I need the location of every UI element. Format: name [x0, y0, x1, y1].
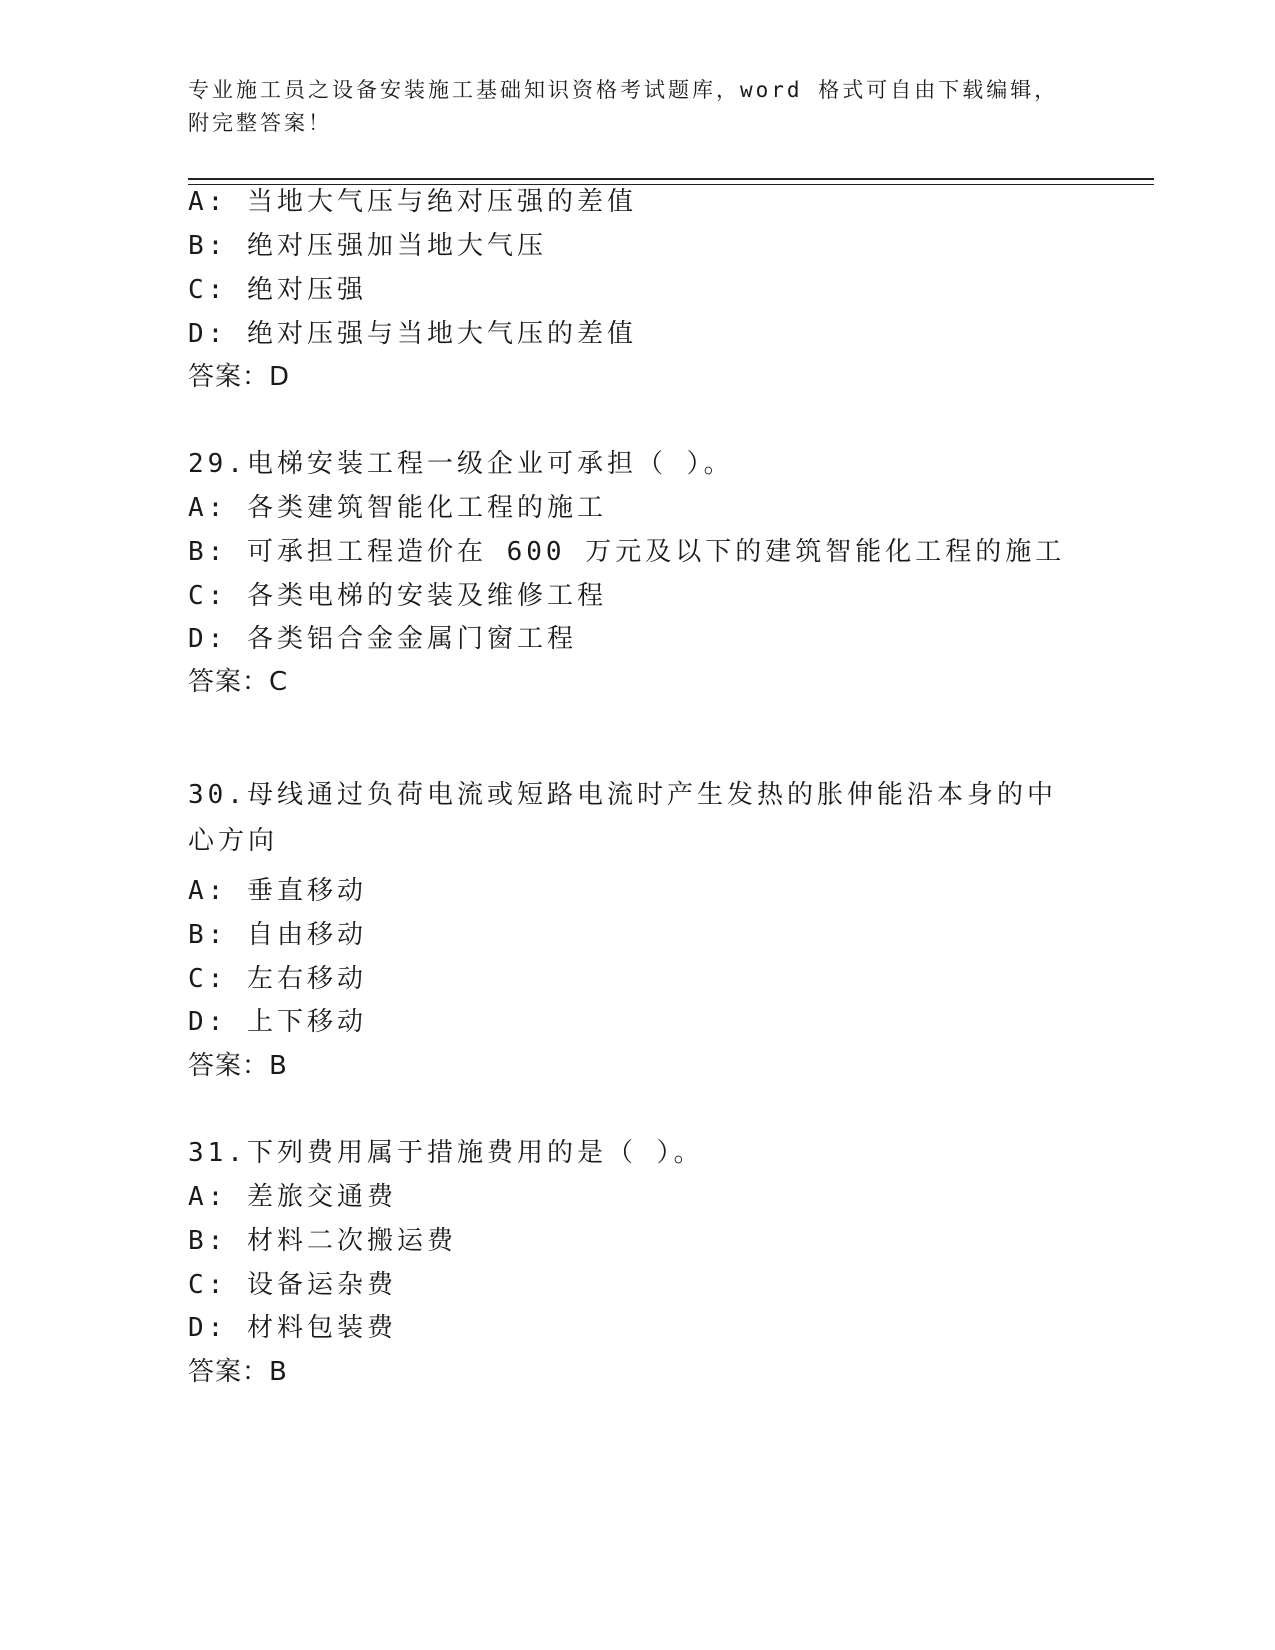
- q29-answer: 答案：C: [188, 667, 289, 697]
- q30-option-a: A: 垂直移动: [188, 876, 367, 906]
- q30-option-d: D: 上下移动: [188, 1007, 367, 1037]
- header-title-line-1: 专业施工员之设备安装施工基础知识资格考试题库，word 格式可自由下载编辑，: [188, 78, 1059, 102]
- q28-answer: 答案：D: [188, 362, 291, 392]
- q28-option-a: A: 当地大气压与绝对压强的差值: [188, 187, 637, 217]
- q29-option-b: B: 可承担工程造价在 600 万元及以下的建筑智能化工程的施工: [188, 537, 1066, 567]
- q29-question: 29.电梯安装工程一级企业可承担（ ）。: [188, 449, 734, 479]
- document-header: [188, 74, 1088, 140]
- q29-option-d: D: 各类铝合金金属门窗工程: [188, 624, 577, 654]
- q30-option-c: C: 左右移动: [188, 964, 367, 994]
- q31-answer: 答案：B: [188, 1357, 288, 1387]
- q31-question: 31.下列费用属于措施费用的是（ ）。: [188, 1138, 704, 1168]
- q30-option-b: B: 自由移动: [188, 920, 367, 950]
- q28-option-c: C: 绝对压强: [188, 275, 367, 305]
- q31-option-c: C: 设备运杂费: [188, 1270, 397, 1300]
- q31-option-a: A: 差旅交通费: [188, 1182, 397, 1212]
- header-title-line-2: 附完整答案！: [188, 111, 332, 135]
- q28-option-d: D: 绝对压强与当地大气压的差值: [188, 319, 637, 349]
- q29-option-a: A: 各类建筑智能化工程的施工: [188, 493, 607, 523]
- q30-answer: 答案：B: [188, 1051, 288, 1081]
- q28-option-b: B: 绝对压强加当地大气压: [188, 231, 547, 261]
- header-divider-thick: [188, 178, 1154, 180]
- q30-question: 30.母线通过负荷电流或短路电流时产生发热的胀伸能沿本身的中心方向: [188, 780, 1057, 856]
- q31-option-d: D: 材料包装费: [188, 1313, 397, 1343]
- q29-option-c: C: 各类电梯的安装及维修工程: [188, 581, 607, 611]
- q31-option-b: B: 材料二次搬运费: [188, 1226, 457, 1256]
